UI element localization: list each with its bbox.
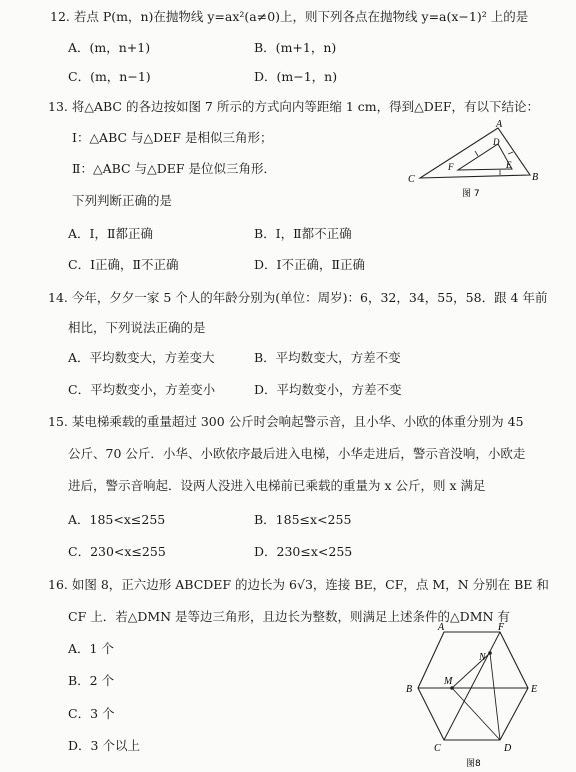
segment-dm xyxy=(452,688,500,740)
q13-option-a[interactable]: A．Ⅰ，Ⅱ都正确 xyxy=(68,226,153,241)
q12-option-c[interactable]: C．(m，n−1) xyxy=(68,69,151,84)
q13-option-d[interactable]: D．Ⅰ不正确，Ⅱ正确 xyxy=(254,257,365,272)
fig7-label-d: D xyxy=(493,137,500,147)
fig8-label-f: F xyxy=(498,622,505,633)
figure-7 xyxy=(400,118,550,200)
q15-option-c[interactable]: C．230<x≤255 xyxy=(68,544,166,559)
fig8-label-c: C xyxy=(434,743,441,754)
q13-option-b[interactable]: B．Ⅰ，Ⅱ都不正确 xyxy=(254,226,352,241)
q15-option-d[interactable]: D．230≤x<255 xyxy=(254,544,353,559)
q14-line-1: 14. 今年，夕夕一家 5 个人的年龄分别为(单位：周岁)：6，32，34，55，58．跟 4 年前 xyxy=(48,290,548,305)
q13-option-c[interactable]: C．Ⅰ正确，Ⅱ不正确 xyxy=(68,257,179,272)
q14-option-a[interactable]: A．平均数变大，方差变大 xyxy=(68,350,215,365)
fig8-label-m: M xyxy=(444,676,453,687)
q12-option-a[interactable]: A．(m，n+1) xyxy=(68,40,151,55)
q15-line-1: 15. 某电梯乘载的重量超过 300 公斤时会响起警示音，且小华、小欧的体重分别为 45 xyxy=(48,414,524,429)
q13-stem: 13. 将△ABC 的各边按如图 7 所示的方式向内等距缩 1 cm，得到△DEF，有以下结论： xyxy=(48,99,540,114)
q16-line-2: CF 上．若△DMN 是等边三角形，且边长为整数，则满足上述条件的△DMN 有 xyxy=(68,609,510,624)
q14-line-2: 相比，下列说法正确的是 xyxy=(68,320,206,335)
fig8-label-e: E xyxy=(531,684,538,695)
q16-option-d[interactable]: D．3 个以上 xyxy=(68,738,140,753)
q13-statement-2: Ⅱ：△ABC 与△DEF 是位似三角形． xyxy=(72,161,276,176)
q14-option-b[interactable]: B．平均数变大，方差不变 xyxy=(254,350,401,365)
q16-line-1: 16. 如图 8，正六边形 ABCDEF 的边长为 6√3，连接 BE，CF，点 M，N 分别在 BE 和 xyxy=(48,577,549,592)
segment-dn xyxy=(490,653,500,740)
fig8-label-b: B xyxy=(406,684,413,695)
fig7-label-e: E xyxy=(506,160,512,170)
arrow-2 xyxy=(508,152,513,154)
q14-option-c[interactable]: C．平均数变小，方差变小 xyxy=(68,382,216,397)
q16-option-b[interactable]: B．2 个 xyxy=(68,673,115,688)
q13-statement-1: Ⅰ：△ABC 与△DEF 是相似三角形； xyxy=(72,130,273,145)
q15-option-b[interactable]: B．185≤x<255 xyxy=(254,512,352,527)
q12-option-d[interactable]: D．(m−1，n) xyxy=(254,69,338,84)
q12-option-b[interactable]: B．(m+1，n) xyxy=(254,40,337,55)
q15-line-2: 公斤、70 公斤．小华、小欧依序最后进入电梯，小华走进后，警示音没响，小欧走 xyxy=(68,446,526,461)
fig7-label-f: F xyxy=(448,162,454,172)
segment-cf xyxy=(444,632,500,740)
fig8-label-n: N xyxy=(479,652,486,663)
fig8-caption: 图8 xyxy=(466,759,481,769)
q16-option-a[interactable]: A．1 个 xyxy=(68,641,114,656)
fig7-label-a: A xyxy=(496,119,503,130)
q15-option-a[interactable]: A．185<x≤255 xyxy=(68,512,166,527)
arrow-1 xyxy=(475,151,478,156)
fig8-label-a: A xyxy=(438,622,445,633)
q15-line-3: 进后，警示音响起．设两人没进入电梯前已乘载的重量为 x 公斤，则 x 满足 xyxy=(68,478,486,493)
fig7-label-b: B xyxy=(532,172,539,183)
q13-question: 下列判断正确的是 xyxy=(72,193,173,208)
q14-option-d[interactable]: D．平均数变小，方差不变 xyxy=(254,382,402,397)
fig8-label-d: D xyxy=(504,743,512,754)
figure-8 xyxy=(400,620,550,770)
q12-stem: 12. 若点 P(m，n)在抛物线 y=ax²(a≠0)上，则下列各点在抛物线 y=a(x−1)² 上的是 xyxy=(50,9,529,24)
point-n xyxy=(488,651,492,655)
fig7-caption: 图 7 xyxy=(462,189,480,199)
hexagon-abcdef xyxy=(418,632,528,740)
triangle-abc xyxy=(420,128,530,178)
fig7-label-c: C xyxy=(408,174,415,185)
q16-option-c[interactable]: C．3 个 xyxy=(68,706,115,721)
